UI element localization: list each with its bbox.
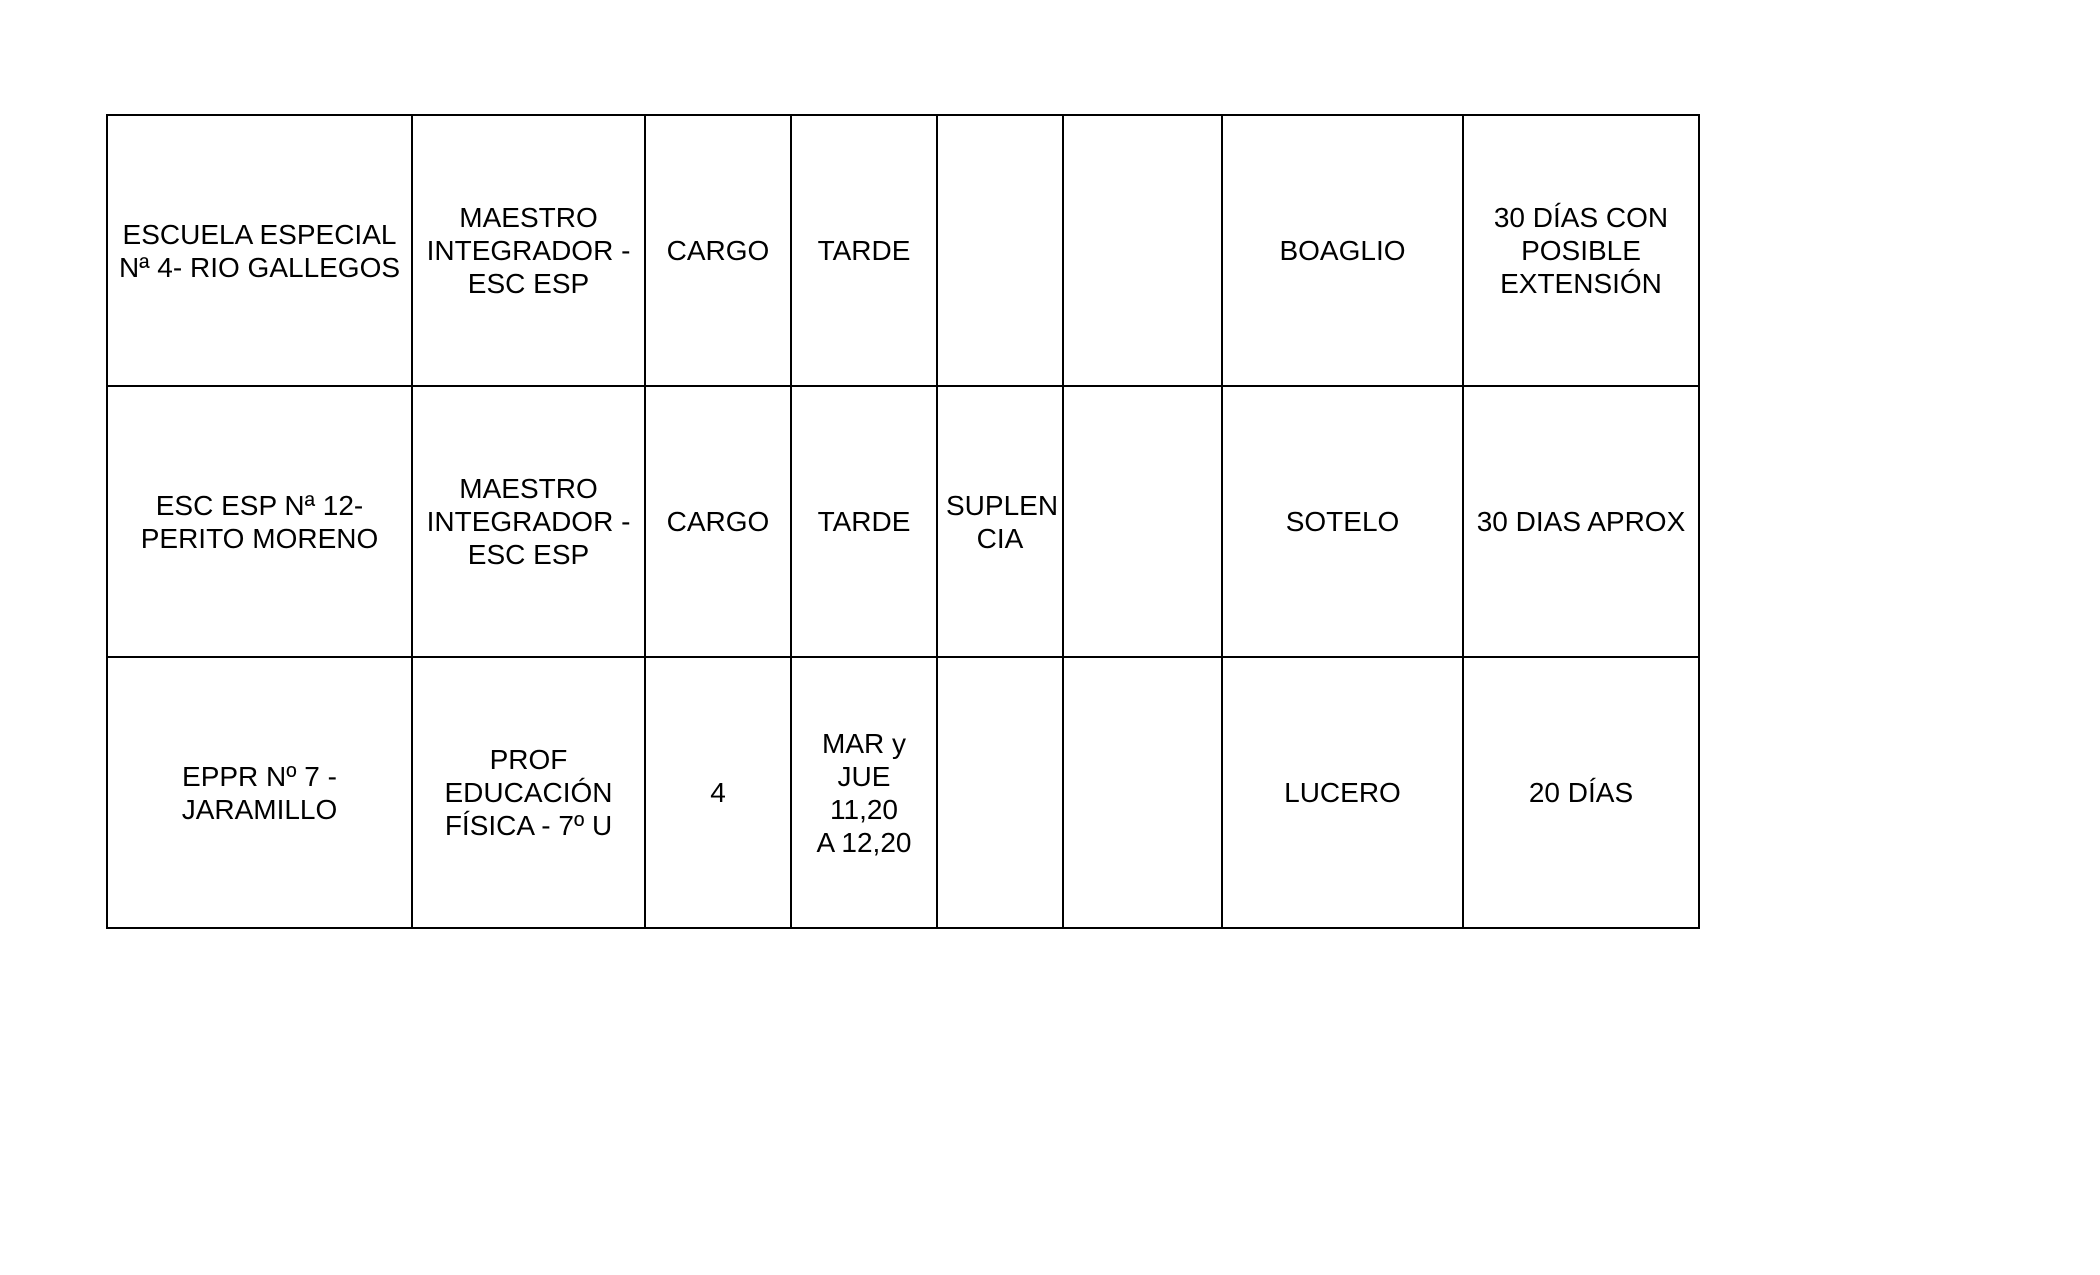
cell-name: SOTELO [1222, 386, 1463, 657]
table-row [107, 386, 1699, 657]
cell-extra [1063, 115, 1222, 386]
cell-situation: SUPLEN CIA [937, 386, 1063, 657]
cell-type: CARGO [645, 115, 791, 386]
vacancy-table [106, 114, 1700, 929]
cell-situation [937, 657, 1063, 928]
cell-schedule: TARDE [791, 386, 937, 657]
cell-school: EPPR Nº 7 - JARAMILLO [107, 657, 412, 928]
cell-duration: 30 DIAS APROX [1463, 386, 1699, 657]
cell-type: CARGO [645, 386, 791, 657]
cell-school: ESCUELA ESPECIAL Nª 4- RIO GALLEGOS [107, 115, 412, 386]
cell-position: PROF EDUCACIÓN FÍSICA - 7º U [412, 657, 645, 928]
table-row [107, 657, 1699, 928]
cell-name: BOAGLIO [1222, 115, 1463, 386]
cell-extra [1063, 657, 1222, 928]
cell-name: LUCERO [1222, 657, 1463, 928]
cell-position: MAESTRO INTEGRADOR - ESC ESP [412, 386, 645, 657]
cell-school: ESC ESP Nª 12- PERITO MORENO [107, 386, 412, 657]
cell-position: MAESTRO INTEGRADOR - ESC ESP [412, 115, 645, 386]
table-row [107, 115, 1699, 386]
cell-extra [1063, 386, 1222, 657]
cell-duration: 30 DÍAS CON POSIBLE EXTENSIÓN [1463, 115, 1699, 386]
cell-situation [937, 115, 1063, 386]
cell-duration: 20 DÍAS [1463, 657, 1699, 928]
cell-schedule: MAR y JUE 11,20 A 12,20 [791, 657, 937, 928]
cell-type: 4 [645, 657, 791, 928]
cell-schedule: TARDE [791, 115, 937, 386]
